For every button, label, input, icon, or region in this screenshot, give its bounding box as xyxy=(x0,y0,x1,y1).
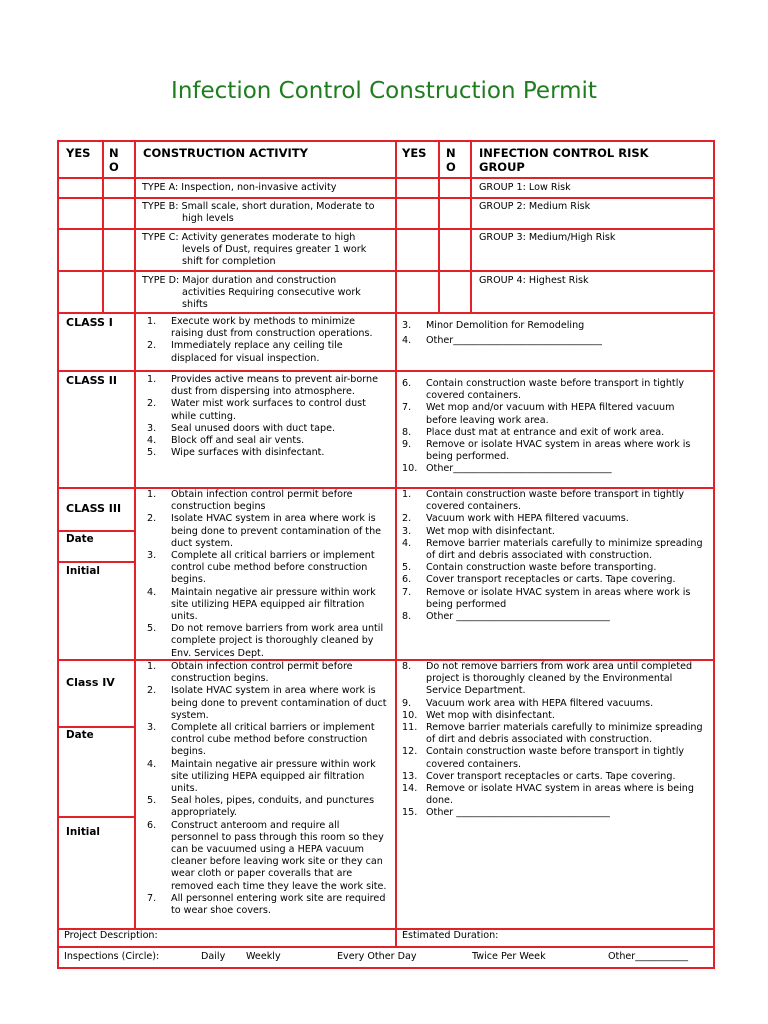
list-item: 7. All personnel entering work site are required to wear shoe covers. xyxy=(147,892,386,917)
list-item: 2. Isolate HVAC system in area where work is being done to prevent contamination of the duct system. xyxy=(147,513,382,549)
list-item: 1. Obtain infection control permit before construction begins. xyxy=(147,661,353,685)
no-header xyxy=(109,147,119,174)
list-item: 9. Remove or isolate HVAC system in areas where work is being performed. xyxy=(402,439,691,463)
list-item: 12. Contain construction waste before transport in tightly covered containers. xyxy=(402,746,685,770)
list-item: 4. Maintain negative air pressure within work site utilizing HEPA equipped air filtration units. xyxy=(147,586,376,623)
class-3-right-list xyxy=(402,489,707,623)
list-item: 15. Other ________________________________ xyxy=(402,807,610,819)
list-item: 5. Seal holes, pipes, conduits, and punctures appropriately. xyxy=(147,795,375,819)
inspection-option-twice-per-week[interactable]: Twice Per Week xyxy=(472,951,546,962)
list-item: 10. Other_________________________________ xyxy=(402,463,612,475)
risk-group-header xyxy=(479,147,649,174)
risk-group-1: GROUP 1: Low Risk xyxy=(479,182,571,193)
list-item: 3. Wet mop with disinfectant. xyxy=(402,525,555,537)
risk-group-header-line2: GROUP xyxy=(479,159,525,174)
class-4-right-list xyxy=(402,661,707,820)
no-header-2-line2: O xyxy=(446,159,456,174)
class-2-label: CLASS II xyxy=(66,374,117,387)
no-header-2-line1: N xyxy=(446,146,456,160)
list-item: 3. Complete all critical barriers or implement control cube method before construction begins. xyxy=(147,550,375,586)
no-header-2 xyxy=(446,147,456,174)
list-item: 9. Vacuum work area with HEPA filtered vacuums. xyxy=(402,697,654,709)
list-item: 5. Wipe surfaces with disinfectant. xyxy=(147,447,325,459)
class-1-right-list xyxy=(402,320,707,347)
activity-type-c: TYPE C: Activity generates moderate to high levels of Dust, requires greater 1 work shift for completion xyxy=(142,232,367,268)
list-item: 8. Do not remove barriers from work area until completed project is thoroughly cleaned by the Environmental Service Department. xyxy=(402,661,693,697)
list-item: 1. Provides active means to prevent air-borne dust from dispersing into atmosphere. xyxy=(147,374,379,398)
yes-header-2: YES xyxy=(402,146,427,160)
risk-group-4: GROUP 4: Highest Risk xyxy=(479,275,589,286)
class-3-left-list xyxy=(147,489,387,660)
class-4-left-list xyxy=(147,661,387,917)
class-4-date-label: Date xyxy=(66,729,94,741)
class-3-date-label: Date xyxy=(66,533,94,545)
list-item: 5. Contain construction waste before transporting. xyxy=(402,562,657,574)
list-item: 14. Remove or isolate HVAC system in areas where is being done. xyxy=(402,783,694,807)
list-item: 4. Maintain negative air pressure within work site utilizing HEPA equipped air filtration units. xyxy=(147,758,376,795)
class-2-right-list xyxy=(402,378,707,476)
list-item: 10. Wet mop with disinfectant. xyxy=(402,709,555,721)
estimated-duration-label: Estimated Duration: xyxy=(402,930,499,941)
list-item: 6. Construct anteroom and require all personnel to pass through this room so they can be vacuumed using a HEPA vacuum cleaner before leaving work site or they can wear cloth or paper coveralls that are removed each time they leave the work site. xyxy=(147,819,387,892)
list-item: 1. Execute work by methods to minimize raising dust from construction operations. xyxy=(147,316,373,340)
list-item: 4. Remove barrier materials carefully to minimize spreading of dirt and debris associated with construction. xyxy=(402,537,703,562)
list-item: 3. Complete all critical barriers or implement control cube method before construction begins. xyxy=(147,722,375,758)
list-item: 2. Immediately replace any ceiling tile displaced for visual inspection. xyxy=(147,340,343,364)
yes-header: YES xyxy=(66,146,91,160)
list-item: 2. Water mist work surfaces to control dust while cutting. xyxy=(147,398,366,422)
list-item: 4. Block off and seal air vents. xyxy=(147,435,305,447)
inspection-option-other[interactable]: Other___________ xyxy=(608,951,689,962)
class-3-label: CLASS III xyxy=(66,502,122,515)
list-item: 5. Do not remove barriers from work area until complete project is thoroughly cleaned by Env. Services Dept. xyxy=(147,623,384,659)
inspections-label: Inspections (Circle): xyxy=(64,951,160,962)
project-description-label: Project Description: xyxy=(64,930,158,941)
class-1-label: CLASS I xyxy=(66,316,113,329)
list-item: 7. Remove or isolate HVAC system in areas where work is being performed xyxy=(402,586,691,610)
page-title: Infection Control Construction Permit xyxy=(171,78,597,104)
class-4-initial-label: Initial xyxy=(66,826,100,838)
risk-group-3: GROUP 3: Medium/High Risk xyxy=(479,232,616,243)
no-header-line1: N xyxy=(109,146,119,160)
list-item: 4. Other_______________________________ xyxy=(402,335,602,347)
risk-group-2: GROUP 2: Medium Risk xyxy=(479,201,591,212)
list-item: 1. Obtain infection control permit before construction begins xyxy=(147,489,353,513)
list-item: 3. Minor Demolition for Remodeling xyxy=(402,320,585,331)
inspection-option-daily[interactable]: Daily xyxy=(201,951,226,962)
list-item: 1. Contain construction waste before transport in tightly covered containers. xyxy=(402,489,685,513)
list-item: 2. Vacuum work with HEPA filtered vacuums. xyxy=(402,513,629,525)
activity-type-d: TYPE D: Major duration and construction activities Requiring consecutive work shifts xyxy=(142,275,361,311)
list-item: 2. Isolate HVAC system in area where work is being done to prevent contamination of duct system. xyxy=(147,685,387,721)
activity-type-a: TYPE A: Inspection, non-invasive activity xyxy=(142,182,337,193)
inspection-option-every-other-day[interactable]: Every Other Day xyxy=(337,951,417,962)
list-item: 3. Seal unused doors with duct tape. xyxy=(147,422,336,434)
class-1-left-list xyxy=(147,316,387,365)
list-item: 13. Cover transport receptacles or carts. Tape covering. xyxy=(402,770,676,782)
list-item: 8. Other ________________________________ xyxy=(402,611,610,623)
construction-activity-header: CONSTRUCTION ACTIVITY xyxy=(143,146,308,160)
list-item: 11. Remove barrier materials carefully to minimize spreading of dirt and debris associated with construction. xyxy=(402,722,703,746)
list-item: 6. Contain construction waste before transport in tightly covered containers. xyxy=(402,378,685,402)
inspection-option-weekly[interactable]: Weekly xyxy=(246,951,281,962)
risk-group-header-line1: INFECTION CONTROL RISK xyxy=(479,146,649,160)
class-3-initial-label: Initial xyxy=(66,565,100,577)
list-item: 8. Place dust mat at entrance and exit of work area. xyxy=(402,426,665,438)
list-item: 7. Wet mop and/or vacuum with HEPA filtered vacuum before leaving work area. xyxy=(402,402,675,426)
list-item: 6. Cover transport receptacles or carts. Tape covering. xyxy=(402,574,676,586)
no-header-line2: O xyxy=(109,159,119,174)
class-2-left-list xyxy=(147,374,387,459)
class-4-label: Class IV xyxy=(66,676,115,689)
activity-type-b: TYPE B: Small scale, short duration, Moderate to high levels xyxy=(142,201,375,225)
